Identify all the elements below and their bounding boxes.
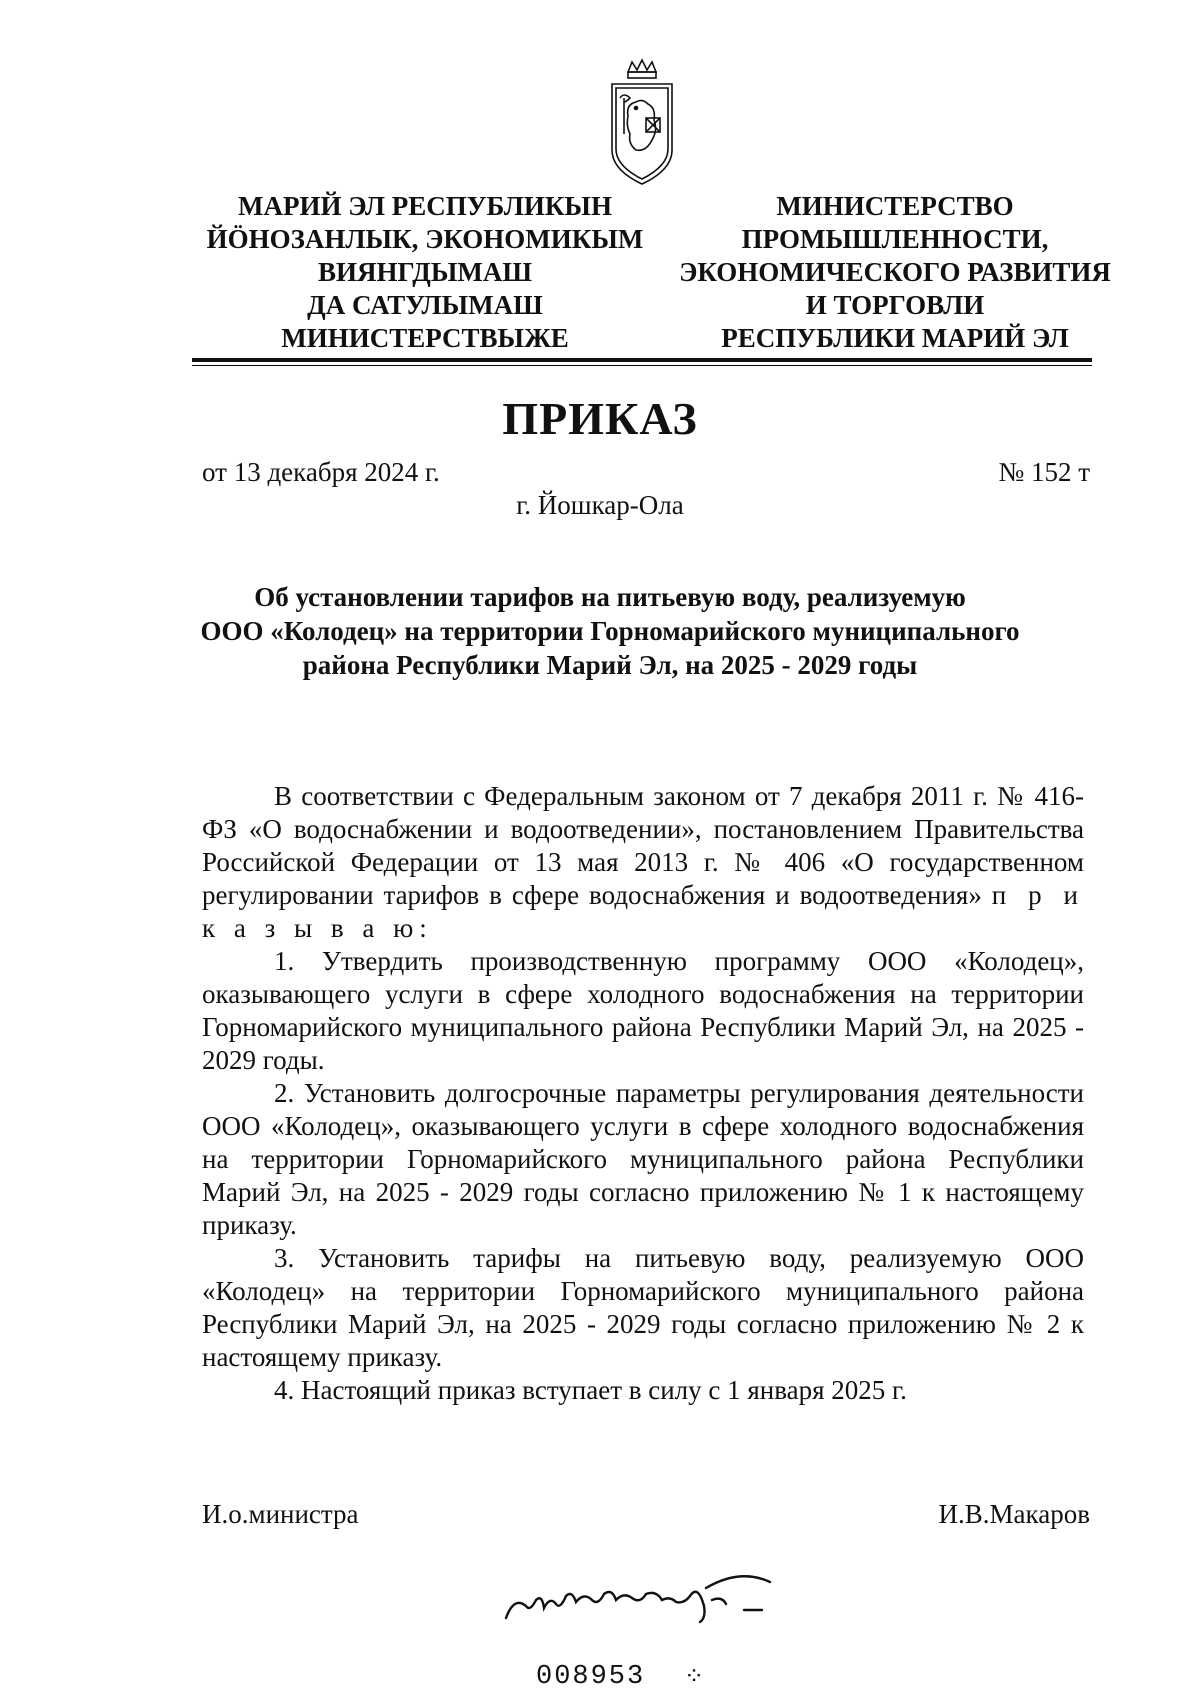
header-right-line: ПРОМЫШЛЕННОСТИ, — [741, 224, 1049, 254]
header-left-line: ВИЯНГДЫМАШ — [317, 257, 533, 287]
header-divider-thick — [192, 358, 1092, 362]
document-title: ПРИКАЗ — [502, 393, 698, 444]
header-right-line: ЭКОНОМИЧЕСКОГО РАЗВИТИЯ — [679, 257, 1111, 287]
header-left-line: ДА САТУЛЫМАШ — [307, 290, 543, 320]
signatory-role: И.о.министра — [202, 1499, 359, 1529]
header-right-block — [670, 190, 1120, 355]
serial-number: 008953 — [536, 1662, 646, 1692]
intro-text: В соответствии с Федеральным законом от 7 декабря 2011 г. № 416-ФЗ «О водоснабжении и водоотведении», постановлением Правительства Российской Федерации от 13 мая 2013 г. № 406 «О государственном регулировании тарифов в сфере водоснабжения и водоотведения» — [202, 781, 1084, 910]
subject-line: Об установлении тарифов на питьевую воду, реализуемую — [254, 582, 966, 612]
header-left-line: МАРИЙ ЭЛ РЕСПУБЛИКЫН — [238, 191, 612, 221]
header-right-line: РЕСПУБЛИКИ МАРИЙ ЭЛ — [721, 323, 1069, 353]
header-left-block — [200, 190, 650, 355]
order-item: 3. Установить тарифы на питьевую воду, реализуемую ООО «Колодец» на территории Горномарийского муниципального района Республики Марий Эл, на 2025 - 2029 годы согласно приложению № 2 к настоящему приказу. — [202, 1243, 1084, 1372]
subject-line: района Республики Марий Эл, на 2025 - 2029 годы — [302, 650, 918, 680]
order-item: 4. Настоящий приказ вступает в силу с 1 января 2025 г. — [274, 1375, 907, 1405]
header-right-line: МИНИСТЕРСТВО — [776, 191, 1014, 221]
coat-of-arms-icon — [606, 58, 678, 190]
document-city: г. Йошкар-Ола — [516, 490, 684, 520]
document-date: от 13 декабря 2024 г. — [202, 457, 440, 487]
signatory-name: И.В.Макаров — [938, 1499, 1090, 1529]
document-body — [202, 780, 1084, 1407]
handwritten-signature-icon — [500, 1566, 820, 1626]
subject-line: ООО «Колодец» на территории Горномарийского муниципального — [200, 616, 1020, 646]
intro-paragraph — [202, 780, 1084, 945]
serial-mark: ⁘ — [684, 1664, 705, 1690]
header-left-line: МИНИСТЕРСТВЫЖЕ — [281, 323, 569, 353]
order-item: 2. Установить долгосрочные параметры регулирования деятельности ООО «Колодец», оказывающего услуги в сфере холодного водоснабжения на территории Горномарийского муниципального района Республики Марий Эл, на 2025 - 2029 годы согласно приложению № 1 к настоящему приказу. — [202, 1078, 1084, 1240]
document-number: № 152 т — [998, 457, 1090, 487]
order-item: 1. Утвердить производственную программу ООО «Колодец», оказывающего услуги в сфере холодного водоснабжения на территории Горномарийского муниципального района Республики Марий Эл, на 2025 - 2029 годы. — [202, 946, 1084, 1075]
header-right-line: И ТОРГОВЛИ — [805, 290, 985, 320]
header-divider-thin — [192, 365, 1092, 366]
document-subject — [180, 580, 1040, 682]
order-word: п р и к а з ы в а ю: — [202, 880, 1084, 943]
header-left-line: ЙӦНОЗАНЛЫК, ЭКОНОМИКЫМ — [206, 224, 644, 254]
